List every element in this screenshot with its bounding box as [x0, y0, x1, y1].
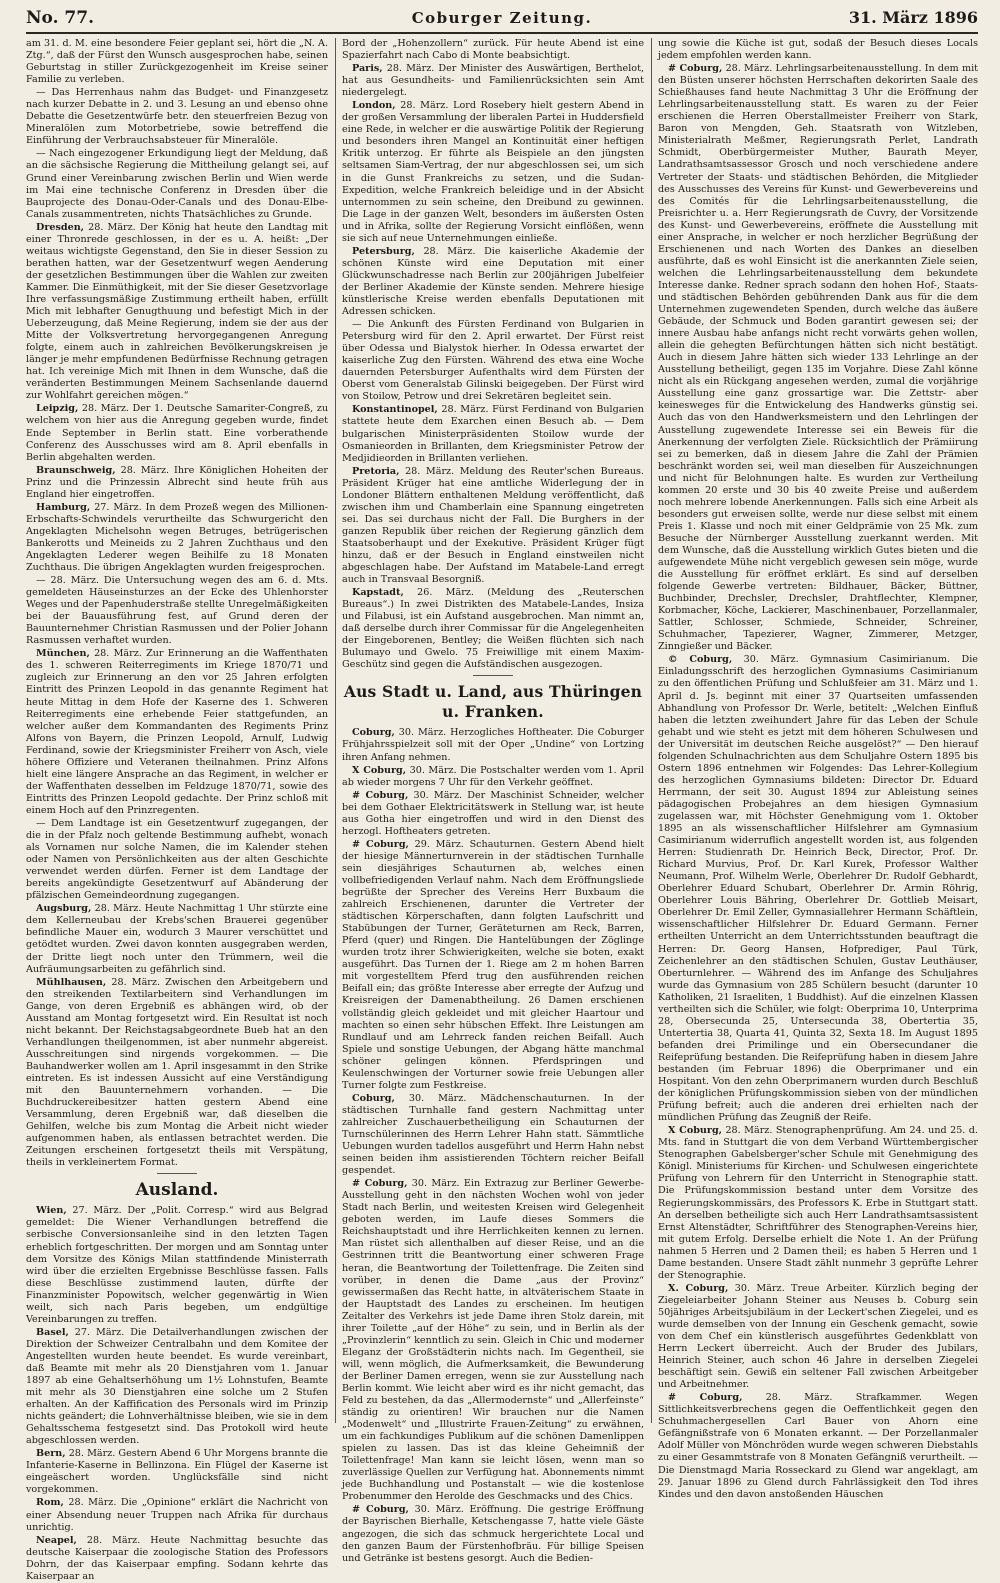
- dateline: Mühlhausen,: [36, 976, 107, 988]
- news-item-coburg: [658, 1283, 978, 1391]
- news-text: 28. März. Heute Nachmittag 1 Uhr stürzte eine dem Kellerneubau der Krebs'schen Brauerei gegenüber befindliche Mauer ein, wodurch 3 Maurer verschüttet und getödtet wurden. Zwei davon konnten ausgegraben werden, der Dritte liegt noch unter den Trümmern, weil die Aufräumungsarbeiten zu gefährlich sind.: [26, 903, 328, 975]
- article-paragraph: ung sowie die Küche ist gut, sodaß der Besuch dieses Locals jedem empfohlen werden kann.: [658, 38, 978, 62]
- news-text: 27. März. Die Detailverhandlungen zwischen der Direktion der Schweizer Centralbahn und dem Komitee der Angestellten wurden heute beendet. Es wurde vereinbart, daß Beamte mit mehr als 20 Dienstjahren vom 1. Januar 1897 ab eine Gehaltserhöhung um 1½ Lohnstufen, Beamte mit mehr als 30 Dienstjahren eine solche um 2 Stufen erhalten. An der Kaffification des Personals wird im Prinzip nichts geändert; die Lohnverhältnisse bleiben, wie sie in dem Gehaltsschema festgesetzt sind. Das Protokoll wird heute abgeschlossen werden.: [26, 1326, 328, 1447]
- news-item-augsburg: [26, 903, 328, 975]
- news-item-muenchen: [26, 648, 328, 817]
- dateline: Braunschweig,: [36, 464, 116, 476]
- news-text: 30. März. Die Postschalter werden vom 1. April ab wieder morgens 7 Uhr für den Verkehr geöffnet.: [342, 764, 644, 788]
- dateline: # Coburg,: [668, 63, 723, 75]
- news-text: 28. März. Gestern Abend 6 Uhr Morgens brannte die Infanterie-Kaserne in Bellinzona. Ein Flügel der Kaserne ist eingeäschert worden. Unglücksfälle sind nicht vorgekommen.: [26, 1448, 328, 1496]
- dateline: X Coburg,: [668, 1125, 722, 1137]
- dateline: Dresden,: [36, 221, 85, 233]
- news-item-coburg: [342, 839, 644, 1092]
- news-text: 28. März. Stenographenprüfung. Am 24. und 25. d. Mts. fand in Stuttgart die von dem Verband Württembergischer Stenographen Gabelsberger'scher Schule mit Genehmigung des Königl. Ministeriums für Kirchen- und Schulwesen eingerichtete Prüfung von Lehrern für den Unterricht in Stenographie statt. Die Prüfungskommission bestand unter dem Vorsitze des Regierungskommissärs, des Professors K. Erbe in Stuttgart statt. An derselben betheiligte sich auch Herr Landrathsamtsassistent Ernst Altenstädter, Schriftführer des Stenographen-Vereins hier, mit gutem Erfolg. Derselbe erhielt die Note 1. An der Prüfung nahmen 5 Herren und 2 Damen theil; es haben 5 Herren und 1 Dame bestanden. Unsere Stadt zählt nunmehr 3 geprüfte Lehrer der Stenographie.: [658, 1125, 978, 1281]
- news-text: 28. März. Fürst Ferdinand von Bulgarien stattete heute dem Exarchen einen Besuch ab. — Dem bulgarischen Ministerpräsidenten Stoilow wurde der Osmanieorden in Brillanten, dem Kriegsminister Petrow der Medjidieorden in Brillanten verliehen.: [342, 404, 644, 464]
- issue-number: No. 77.: [26, 8, 94, 28]
- dateline: Hamburg,: [36, 501, 91, 513]
- dateline: Rom,: [36, 1497, 64, 1509]
- news-item-paris: [342, 63, 644, 99]
- news-text: 28. März. Ihre Königlichen Hoheiten der Prinz und die Prinzessin Albrecht sind heute früh aus England hier eingetroffen.: [26, 464, 328, 500]
- news-text: 28. März. Heute Nachmittag besuchte das deutsche Kaiserpaar die zoologische Station des Professors Dohrn, der das Kaiserpaar empfing. Sodann kehrte das Kaiserpaar an: [26, 1534, 328, 1582]
- news-text: 27. März. In dem Prozeß wegen des Millionen-Erbschafts-Schwindels verurtheilte das Schwurgericht den Angeklagten Michelsohn wegen Betruges, betrügerischen Bankerotts und Meineids zu 2 Jahren Zuchthaus und den Angeklagten Lederer wegen Beihilfe zu 18 Monaten Zuchthaus. Die übrigen Angeklagten wurden freigesprochen.: [26, 501, 328, 574]
- separator-rule: [157, 1173, 197, 1174]
- news-item-kapstadt: [342, 587, 644, 671]
- news-item-pretoria: [342, 466, 644, 586]
- news-item-bern: [26, 1448, 328, 1496]
- news-item-braunschweig: [26, 465, 328, 501]
- article-paragraph: — Das Herrenhaus nahm das Budget- und Finanzgesetz nach kurzer Debatte in 2. und 3. Lesung an und ebenso ohne Debatte die Gesetzentwürfe betr. den steuerfreien Bezug von Mineralölen zum Motorbetriebe, sowie betreffend die Einführung der Verbrauchsabsteuer für Mineralöle.: [26, 87, 328, 147]
- separator-rule: [473, 675, 513, 676]
- dateline: Petersburg,: [352, 245, 415, 257]
- columns: [26, 38, 980, 1582]
- news-item-london: [342, 100, 644, 245]
- news-item-coburg: [342, 1093, 644, 1177]
- news-item-basel: [26, 1327, 328, 1447]
- dateline: Wien,: [36, 1205, 67, 1217]
- dateline: München,: [36, 648, 90, 660]
- news-item-konstantinopel: [342, 404, 644, 464]
- news-text: 28. März. Der König hat heute den Landtag mit einer Thronrede geschlossen, in der es u. A. heißt: „Der weitaus wichtigste Gegenstand, den Sie in dieser Session zu berathen hatten, war der Gesetzentwurf wegen Aenderung der gesetzlichen Bestimmungen über die Wahlen zur zweiten Kammer. Die Einmüthigkeit, mit der Sie dieser Gesetzvorlage Ihre verfassungsmäßige Zustimmung ertheilt haben, erfüllt Mich mit lebhafter Genugthuung und befestigt Mich in der Ueberzeugung, daß Meine Regierung, indem sie der aus der Mitte der Volksvertretung hervorgegangenen Anregung folgte, einem auch in zahlreichen Bevölkerungskreisen je länger je mehr empfundenen Bedürfnisse Rechnung getragen hat. Ich vereinige Mich mit Ihnen in dem Wunsche, daß die veränderten Bestimmungen Meinem Sachsenlande dauernd zur Wohlfahrt gereichen mögen.“: [26, 221, 328, 402]
- news-item-hamburg: [26, 502, 328, 574]
- news-text: 28. März. Die kaiserliche Akademie der schönen Künste wird eine Deputation mit einer Glückwunschadresse nach Berlin zur 200jährigen Jubelfeier der Berliner Akademie der Künste senden. Mehrere hiesige künstlerische Kreise werden ebenfalls Deputationen mit Adressen schicken.: [342, 245, 644, 318]
- dateline: X. Coburg,: [668, 1282, 729, 1294]
- article-paragraph: — Nach eingezogener Erkundigung liegt der Meldung, daß an die sächsische Regierung die Mittheilung gelangt sei, auf Grund einer Vereinbarung zwischen Berlin und Wien werde im Mai eine technische Conferenz in Dresden über die Bauprojecte des Donau-Oder-Canals und des Donau-Elbe-Canals zusammentreten, nichts Thatsächliches zu Grunde.: [26, 148, 328, 220]
- news-text: 28. März. Zur Erinnerung an die Waffenthaten des 1. schweren Reiterregiments im Kriege 1870/71 und zugleich zur Erinnerung an den vor 25 Jahren erfolgten Eintritt des Prinzen Leopold in das genannte Regiment hat heute Mittag in dem Hofe der Kaserne des 1. Schweren Reiterregiments eine erhebende Feier stattgefunden, an welcher außer dem Kommandanten des Regiments Prinz Alfons von Bayern, die Prinzen Leopold, Arnulf, Ludwig Ferdinand, sowie der Kriegsminister Freiherr von Asch, viele höhere Offiziere und Veteranen theilnahmen. Prinz Alfons hielt eine längere Ansprache an das Regiment, in welcher er der Waffenthaten desselben im Feldzuge 1870/71, sowie des Eintritts des Prinzen Leopold gedachte. Der Prinz schloß mit einem Hoch auf den Prinzregenten.: [26, 648, 328, 816]
- news-item-coburg: [658, 1392, 978, 1500]
- newspaper-title: Coburger Zeitung.: [411, 9, 593, 27]
- column-2: [342, 38, 644, 1564]
- news-item-coburg: [342, 1504, 644, 1564]
- news-text: 28. März. Zwischen den Arbeitgebern und den streikenden Textilarbeitern sind Verhandlungen im Gange, von deren Ergebniß es abhängen wird, ob der Ausstand am Montag fortgesetzt wird. Ein Resultat ist noch nicht bekannt. Der Reichstagsabgeordnete Bueb hat an den Verhandlungen theilgenommen, ist aber nunmehr abgereist. Ausschreitungen sind nirgends vorgekommen. — Die Bauhandwerker wollen am 1. April insgesammt in den Strike eintreten. Es ist indessen Aussicht auf eine Verständigung mit den Bauunternehmern vorhanden. — Die Buchdruckereibesitzer hatten gestern Abend eine Versammlung, deren Ergebniß war, daß dieselben die Gehilfen, welche bis zum Montag die Arbeit nicht wieder aufgenommen haben, als entlassen betrachtet werden. Die Zeitungen erscheinen fortgesetzt theils mit Verspätung, theils in verkleinertem Format.: [26, 976, 328, 1169]
- dateline: # Coburg,: [352, 1178, 408, 1190]
- dateline: © Coburg,: [668, 654, 733, 666]
- news-item-rom: [26, 1497, 328, 1533]
- news-item-coburg: [658, 654, 978, 1124]
- news-item-neapel: [26, 1535, 328, 1583]
- news-item-coburg: [342, 727, 644, 763]
- column-1: [26, 38, 328, 1582]
- news-text: 26. März. (Meldung des „Reuterschen Bureaus“.) In zwei Distrikten des Matabele-Landes, Insiza und Filabusi, ist ein Aufstand ausgebrochen. Man nimmt an, daß derselbe durch ihrer Commissar für die Angelegenheiten der Eingeborenen, Bentley; die Weißen flüchten sich nach Bulumayo und Gwelo. 75 Freiwillige mit einem Maxim-Geschütz sind gegen die Aufständischen ausgezogen.: [342, 587, 644, 671]
- news-text: 28. März. Lord Rosebery hielt gestern Abend in der großen Versammlung der liberalen Partei in Huddersfield eine Rede, in welcher er die auswärtige Politik der Regierung und besonders ihren Mangel an Kontinuität einer heftigen Kritik unterzog. Er führte als Beispiele an den jüngsten seltsamen Siam-Vertrag, der nur abgeschlossen sei, um sich in die Gunst Frankreichs zu setzen, und die Sudan-Expedition, welche Frankreich beleidige und in der Absicht unternommen zu sein scheine, den Dreibund zu gewinnen. Die Lage in der ganzen Welt, besonders im äußersten Osten und in Afrika, sollte der Regierung Vorsicht einflößen, wenn sie sich auf neue Unternehmungen einließe.: [342, 100, 644, 244]
- news-text: 27. März. Der „Polit. Corresp.“ wird aus Belgrad gemeldet: Die Wiener Verhandlungen betreffend die serbische Conversionsanleihe sind in den letzten Tagen erheblich fortgeschritten. Der morgen und am Sonntag unter dem Vorsitze des Königs Milan stattfindende Ministerrath wird über die erzielten Ergebnisse Beschlüsse fassen. Falls diese Beschlüsse zustimmend lauten, dürfte der Finanzminister Popowitsch, welcher gegenwärtig in Wien weilt, sich nach Paris begeben, um endgültige Vereinbarungen zu treffen.: [26, 1205, 328, 1325]
- news-item-petersburg: [342, 246, 644, 318]
- news-text: 30. März. Eröffnung. Die gestrige Eröffnung der Bayrischen Bierhalle, Ketschengasse 7, hatte viele Gäste angezogen, die sich das schmuck hergerichtete Local und den ganzen Baum der Fürstenhofbräu. Für billige Speisen und Getränke ist bestens gesorgt. Auch die Bedien-: [342, 1504, 644, 1564]
- dateline: Leipzig,: [36, 403, 79, 415]
- dateline: # Coburg,: [668, 1392, 743, 1404]
- news-text: 30. März. Herzogliches Hoftheater. Die Coburger Frühjahrsspielzeit soll mit der Oper „Undine“ von Lortzing ihren Anfang nehmen.: [342, 727, 644, 763]
- news-item-coburg: [658, 63, 978, 653]
- article-paragraph: am 31. d. M. eine besondere Feier geplant sei, hört die „N. A. Ztg.“, daß der Fürst den Wunsch ausgesprochen habe, seinen Geburtstag in stiller Zurückgezogenheit im Kreise seiner Familie zu verleben.: [26, 38, 328, 86]
- news-text: 28. März. Meldung des Reuter'schen Bureaus. Präsident Krüger hat eine amtliche Widerlegung der in Londoner Blättern enthaltenen Meldung veröffentlicht, daß zwischen ihm und Chamberlain eine Spannung eingetreten sei. Das sei durchaus nicht der Fall. Die Burghers in der ganzen Republik über reichen der Regierung gänzlich dem Staatsoberhaupt und der Exekutive. Präsident Krüger fügt hinzu, daß er der Besuch in England einstweilen nicht abgeschlagen habe. Der Aufstand im Matabele-Land erregt auch in Transvaal Besorgniß.: [342, 465, 644, 586]
- column-divider: [335, 38, 336, 1423]
- column-divider: [651, 38, 652, 1423]
- dateline: Augsburg,: [36, 903, 92, 915]
- article-paragraph: — 28. März. Die Untersuchung wegen des am 6. d. Mts. gemeldeten Häuseinsturzes an der Ecke des Uhlenhorster Weges und der Papenhuderstraße stellte Unregelmäßigkeiten bei der Bauausführung fest, auf Grund deren der Bauunternehmer Christian Rasmussen und der Polier Johann Rasmussen verhaftet wurden.: [26, 575, 328, 647]
- issue-date: 31. März 1896: [848, 8, 978, 27]
- dateline: X Coburg,: [352, 764, 407, 776]
- dateline: Basel,: [36, 1326, 69, 1338]
- masthead: [26, 6, 978, 34]
- news-item-leipzig: [26, 403, 328, 463]
- news-item-muehlhausen: [26, 977, 328, 1170]
- news-item-coburg: [658, 1125, 978, 1282]
- news-text: 28. März. Lehrlingsarbeitenausstellung. In dem mit den Büsten unserer höchsten Herrschaften dekorirten Saale des Schießhauses fand heute Nachmittag 3 Uhr die Eröffnung der Lehrlingsarbeitenausstellung statt. Es waren zu der Feier erschienen die Herren Oberstallmeister Freiherr von Stark, Baron von Mengden, Geh. Staatsrath von Witzleben, Ministerialrath Meßmer, Regierungsrath Perlet, Landrath Schmidt, Oberbürgermeister Muther, Baurath Meyer, Landrathsamtsassessor Grosch und noch verschiedene andere Vertreter der Staats- und städtischen Behörden, die Mitglieder des Ausschusses des Vereins für Kunst- und Gewerbevereins und des Comités für die Lehrlingsarbeitenausstellung, die Preisrichter u. a. Herr Regierungsrath de Cuvry, der Vorsitzende des Kunst- und Gewerbevereins, eröffnete die Ausstellung mit einer Ansprache, in welcher er noch herzlicher Begrüßung der Erschienenen und nach Worten des Dankes an dieselben ausführte, daß es wohl Einsicht ist die anerkannten Ziele seien, welchen die Lehrlingsarbeitenausstellung dem bekundete Interesse danke. Redner sprach sodann den hohen Hof-, Staats- und städtischen Behörden gebührenden Dank aus für die dem Unternehmen zugewendeten Spenden, durch welche das äußere Gebäude, der Schmuck und Boden garantirt gewesen sei; der innere Ausbau habe anfangs nicht recht vorwärts gehen wollen, allein die gehegten Befürchtungen hätten sich nicht bestätigt. Auch in diesem Jahre hätten sich wieder 133 Lehrlinge an der Ausstellung betheiligt, gegen 135 im Vorjahre. Diese Zahl könne nicht als ein Rückgang angesehen werden, zumal die vorjährige Ausstellung eine ganz grossartige war. Die Zettstr- aber keinesweges für die Entwickelung des Handwerks günstig sei. Auch das von den Handwerksmeistern und den Lehrlingen der Ausstellung zugewendete Interesse sei ein Beweis für die Anerkennung der verfolgten Ziele. Rücksichtlich der Prämiirung sei zu bemerken, daß in diesem Jahre die Zahl der Prämien beschränkt worden sei, weil man dieselben für Auszeichnungen und nicht für Belohnungen halte. Es wurden zur Vertheilung kommen 20 erste und 30 bis 40 zweite Preise und außerdem noch mehrere lobende Anerkennungen. Falls sich eine Arbeit als besonders gut erweisen sollte, werde nur diese selbst mit einem Preis 1. Klasse und noch mit einer Geldprämie von 25 Mk. zum Besuche der Nürnberger Ausstellung zuerkannt werden. Mit dem Wunsche, daß die Ausstellung wirklich Gutes bieten und die aufgewendete Mühe nicht vergeblich gewesen sein möge, wurde die Ausstellung für eröffnet erklärt. Es sind auf derselben folgende Gewerbe vertreten: Bildhauer, Bäcker, Büttner, Buchbinder, Drechsler, Drechsler, Drahtflechter, Klempner, Korbmacher, Köche, Lackierer, Maschinenbauer, Porzellanmaler, Sattler, Schlosser, Schmiede, Schneider, Schreiner, Schuhmacher, Tapezierer, Wagner, Zimmerer, Metzger, Zinngießer und Bäcker.: [658, 63, 978, 653]
- news-text: 30. März. Mädchenschauturnen. In der städtischen Turnhalle fand gestern Nachmittag unter zahlreicher Zuschauerbetheiligung ein Schauturnen der Turnschülerinnen des Herrn Lehrer Hahn statt. Sämmtliche Uebungen wurden tadellos ausgeführt und Herrn Hahn nebst seinen beiden ihm assistierenden Töchtern reicher Beifall gespendet.: [342, 1092, 644, 1177]
- section-heading-ausland: Ausland.: [135, 1180, 219, 1201]
- news-text: 30. März. Ein Extrazug zur Berliner Gewerbe-Ausstellung geht in den nächsten Wochen wohl von jeder Stadt nach Berlin, und weitesten Kreisen wird Gelegenheit geboten werden, im Laufe dieses Sommers die Reichshauptstadt und ihre Herrlichkeiten kennen zu lernen. Man rüstet sich allenthalben auf dieser Reise, und an die Gestrinnen tritt die Beantwortung einer schweren Frage heran, die Beantwortung der Toilettenfrage. Die Zeiten sind vorüber, in denen die Dame „aus der Provinz“ gewissermaßen das Recht hatte, in altväterischem Staate in der Hauptstadt des Landes zu erscheinen. Im heutigen Zeitalter des Verkehrs ist jede Dame ihren Stolz darein, mit ihrer Toilette „auf der Höhe“ zu sein, und in Berlin als der „Provinzlerin“ kenntlich zu sein. Gleich in Chic und moderner Eleganz der Großstädterin nichts nach. Im Gegentheil, sie will, wenn möglich, die Aufmerksamkeit, die Bewunderung der Berliner Damen erregen, wenn sie zur Ausstellung nach Berlin kommt. Wie leicht aber wird es ihr nicht gemacht, das Feld zu bestehen, da das „Allermodernste“ und „Allerfeinste“ ständig zu orientiren! Wir brauchen nur die Namen „Modenwelt“ und „Illustrirte Frauen-Zeitung“ zu erwähnen, um ein fachkundiges Publikum auf die schönen Damenlippen spielen zu lassen. Das ist das kleine Geheimniß der Toilettenfrage! Man kann sie leicht lösen, wenn man so zuverlässige Quellen zur Verfügung hat. Abonnements nimmt jede Buchhandlung und Postanstalt — wie die kostenlose Probenummer den Herolde des Geschmacks und des Chics.: [342, 1178, 644, 1503]
- dateline: Neapel,: [36, 1534, 77, 1546]
- dateline: Bern,: [36, 1448, 66, 1460]
- news-item-coburg: [342, 1178, 644, 1503]
- article-paragraph: — Dem Landtage ist ein Gesetzentwurf zugegangen, der die in der Pfalz noch geltende Bestimmung aufhebt, wonach als Vornamen nur solche Namen, die im Kalender stehen oder Namen von Persönlichkeiten aus der alten Geschichte verwendet werden dürfen. Ferner ist dem Landtage der bereits angekündigte Gesetzentwurf auf Abänderung der pfälzischen Gemeindeordnung zugegangen.: [26, 818, 328, 902]
- news-item-wien: [26, 1205, 328, 1325]
- article-paragraph: — Die Ankunft des Fürsten Ferdinand von Bulgarien in Petersburg wird für den 2. April erwartet. Der Fürst reist über Odessa und Bialystok hierher. In Odessa erwartet der kaiserliche Zug den Fürsten. Während des etwa eine Woche dauernden Petersburger Aufenthalts wird dem Fürsten der Oberst vom Generalstab Gilinski beigegeben. Der Fürst wird von Stoilow, Petrow und drei Sekretären begleitet sein.: [342, 319, 644, 403]
- section-heading-local: Aus Stadt u. Land, aus Thüringen u. Franken.: [343, 682, 643, 722]
- dateline: Paris,: [352, 63, 383, 75]
- news-text: 30. März. Treue Arbeiter. Kürzlich beging der Ziegeleiarbeiter Johann Steiner aus Neuses b. Coburg sein 50jähriges Arbeitsjubiläum in der Leckert'schen Ziegelei, und es wurde demselben von der Innung ein Geschenk gemacht, sowie von dem Chef ein künstlerisch ausgeführtes Gedenkblatt von Herrn Leckert überreicht. Auch der Bruder des Jubilars, Heinrich Steiner, auch schon 46 Jahre in derselben Ziegelei beschäftigt sein. Gewiß ein seltener Fall zwischen Arbeitgeber und Arbeitnehmer.: [658, 1282, 978, 1391]
- news-item-coburg: [342, 790, 644, 838]
- dateline: # Coburg,: [352, 1504, 409, 1516]
- news-text: 30. März. Der Maschinist Schneider, welcher bei dem Gothaer Elektricitätswerk in Stellung war, ist heute aus Gotha hier eingetroffen und wird in den Dienst des herzogl. Hoftheaters getreten.: [342, 789, 644, 837]
- dateline: Coburg,: [352, 727, 395, 739]
- dateline: Konstantinopel,: [352, 404, 438, 416]
- dateline: Pretoria,: [352, 465, 400, 477]
- news-text: 28. März. Die „Opinione“ erklärt die Nachricht von einer Absendung neuer Truppen nach Afrika für durchaus unrichtig.: [26, 1497, 328, 1533]
- news-text: 28. März. Strafkammer. Wegen Sittlichkeitsverbrechens gegen die Oeffentlichkeit gegen den Schuhmachergesellen Carl Bauer von Ahorn eine Gefängnißstrafe von 6 Monaten erkannt. — Der Porzellanmaler Adolf Müller von Mönchröden wurde wegen schweren Diebstahls zu einer Gesammtstrafe von 8 Monaten Gefängniß verurtheilt. — Die Dienstmagd Maria Rosseckard zu Glend war angeklagt, am 29. Januar 1896 zu Glend durch Fahrlässigkeit den Tod ihres Kindes und den davon anstoßenden Häuschen: [658, 1392, 978, 1500]
- news-item-coburg: [342, 765, 644, 789]
- news-item-dresden: [26, 222, 328, 403]
- dateline: Kapstadt,: [352, 587, 404, 599]
- news-text: 30. März. Gymnasium Casimirianum. Die Einladungsschrift des herzoglichen Gymnasiums Casimirianum zu den öffentlichen Prüfung und Schlußfeier am 31. März und 1. April d. Js. beginnt mit einer 37 Quartseiten umfassenden Abhandlung von Professor Dr. Werle, betitelt: „Welchen Einfluß haben die letzten zweihundert Jahre für das Leben der Schule gehabt und wie steht es jetzt mit dem höheren Schulwesen und der Universität im deutschen Reiche ausgelöst?“ — Den hierauf folgenden Schulnachrichten aus dem Schuljahre Ostern 1895 bis Ostern 1896 entnehmen wir Folgendes: Das Lehrer-Kollegium des herzoglichen Gymnasiums bildeten: Director Dr. Eduard Herrmann, der seit 30. August 1894 zur Ableistung seines pädagogischen Probejahres an dem hiesigen Gymnasium zugelassen war, mit Höchster Genehmigung vom 1. Oktober 1895 an als wissenschaftlicher Hilfslehrer am Gymnasium Casimirianum widerruflich angestellt worden ist, aus folgenden Herren: Studienrath Dr. Heinrich Beck, Director, Prof. Dr. Richard Murvius, Prof. Dr. Karl Kurek, Professor Walther Neumann, Prof. Wilhelm Werle, Oberlehrer Dr. Rudolf Gebhardt, Oberlehrer Eduard Schubart, Oberlehrer Dr. Armin Röhrig, Oberlehrer Louis Bähring, Oberlehrer Dr. Gottlieb Meisart, Oberlehrer Dr. Emil Zeller, Gymnasiallehrer Hermann Schäftlein, wissenschaftlicher Hilfslehrer Dr. Eduard Germann. Ferner ertheilten Unterricht an dem Unterrichtsstunden beauftragt die Herren: Dr. Georg Hansen, Hofprediger, Paul Türk, Zeichenlehrer an den städtischen Schulen, Gustav Leuthäuser, Oberturnlehrer. — Während des im Anfange des Schuljahres wurde das Gymnasium von 285 Schülern besucht (darunter 10 Katholiken, 21 Israeliten, 1 Buddhist). Auf die einzelnen Klassen vertheilten sich die Schüler, wie folgt: Oberprima 10, Unterprima 28, Obersecunda 25, Untersecunda 38, Obertertia 35, Untertertia 38, Quarta 41, Quinta 32, Sexta 18. Im August 1895 befanden drei Primilinge und ein Obersecundaner die Reifeprüfung bestanden. Die Reifeprüfung haben in diesem Jahre bestanden (im Februar 1896) die Oberprimaner und ein Hospitant. Von den zehn Oberprimanern wurden durch Beschluß der königlichen Prüfungskommission sieben von der mündlichen Prüfung befreit; auch die anderen drei erhielten nach der mündlichen Prüfung das Zeugniß der Reife.: [658, 654, 978, 1124]
- dateline: London,: [352, 100, 396, 112]
- dateline: Coburg,: [352, 1092, 395, 1104]
- article-paragraph: Bord der „Hohenzollern“ zurück. Für heute Abend ist eine Spazierfahrt nach Cabo di Monte beabsichtigt.: [342, 38, 644, 62]
- news-text: 29. März. Schauturnen. Gestern Abend hielt der hiesige Männerturnverein in der städtischen Turnhalle sein diesjähriges Schauturnen ab, welches einen vollbefriedigenden Verlauf nahm. Nach dem Eröffnungsliede begrüßte der Sprecher des Vereins Herr Buxbaum die zahlreich Erschienenen, darunter die Vertreter der städtischen Körperschaften, dann folgten Laufschritt und Stabübungen der Turner, Geräteturnen am Reck, Barren, Pferd (quer) und Ringen. Die Hantelübungen der Zöglinge wurden trotz ihrer Schwierigkeiten, welche sie boten, exakt ausgeführt. Das Turnen der 1. Riege am 2 m hohen Barren mit vorgestelltem Pferd trug den ausführenden reichen Beifall ein; das größte Interesse aber erregte der Aufzug und Kreisreigen der Damenabtheilung. 26 Damen erschienen vollständig gleich gekleidet und mit gleicher Haartour und machten so einen sehr hübschen Effekt. Ihre Leistungen am Rundlauf und am Lehrreck fanden reichen Beifall. Auch Spiele und sonstige Uebungen, der Abgang hätte manchmal schöner gelingen können. Pferdspringen und Keulenschwingen der Vorturner sowie freie Uebungen aller Turner folgte zum Festkreise.: [342, 838, 644, 1091]
- column-3: [658, 38, 978, 1500]
- dateline: # Coburg,: [352, 838, 409, 850]
- news-text: 28. März. Der 1. Deutsche Samariter-Congreß, zu welchem von hier aus die Anregung gegeben wurde, findet Ende September in Berlin statt. Eine vorberathende Conferenz des Ausschusses wird am 8. April ebenfalls in Berlin abgehalten werden.: [26, 403, 328, 463]
- news-text: 28. März. Der Minister des Auswärtigen, Berthelot, hat aus Gesundheits- und Familienrücksichten sein Amt niedergelegt.: [342, 63, 644, 99]
- dateline: # Coburg,: [352, 789, 409, 801]
